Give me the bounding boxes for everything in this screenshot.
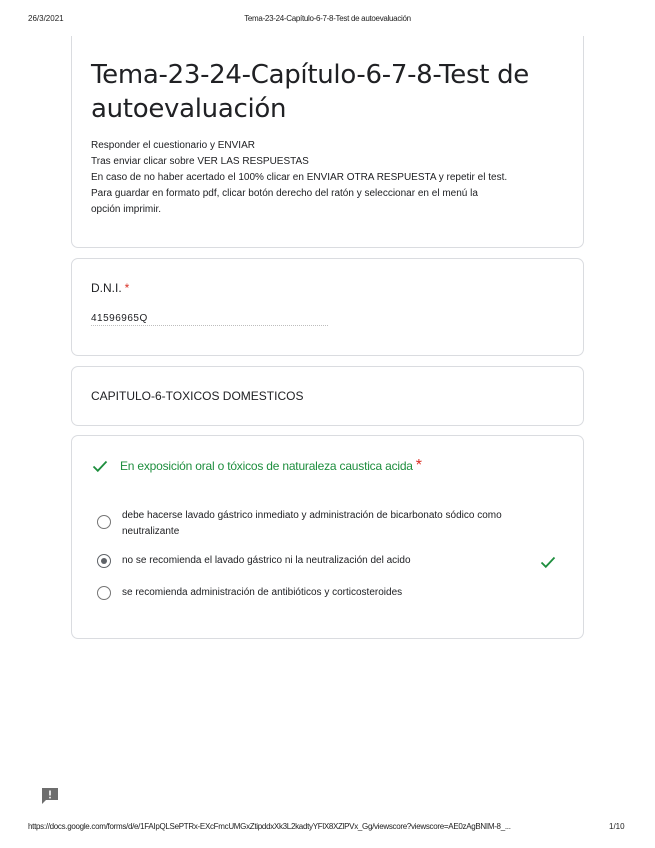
report-feedback-icon[interactable]: [41, 787, 59, 805]
radio-button[interactable]: [97, 515, 111, 529]
option-2-selected[interactable]: [97, 553, 542, 569]
question-header: [92, 457, 422, 475]
print-header: [0, 14, 655, 28]
form-header-card: [71, 36, 584, 248]
section-card: [71, 366, 584, 426]
required-asterisk: *: [124, 281, 130, 295]
dni-answer-field[interactable]: 41596965Q: [91, 313, 328, 326]
dni-label: D.N.I. *: [91, 281, 130, 295]
radio-button-selected[interactable]: [97, 554, 111, 568]
print-page-number: 1/10: [609, 822, 625, 831]
quiz-question-card: [71, 435, 584, 639]
option-label: debe hacerse lavado gástrico inmediato y administración de bicarbonato sódico como neutralizante: [122, 510, 502, 537]
form-title: Tema-23-24-Capítulo-6-7-8-Test de autoevaluación: [91, 60, 529, 124]
section-title: CAPITULO-6-TOXICOS DOMESTICOS: [91, 389, 304, 403]
dni-question-card: [71, 258, 584, 356]
description-line: opción imprimir.: [91, 204, 162, 215]
option-label: no se recomienda el lavado gástrico ni la neutralización del acido: [122, 555, 411, 566]
description-line: Responder el cuestionario y ENVIAR: [91, 140, 255, 151]
radio-button[interactable]: [97, 586, 111, 600]
correct-check-icon: [92, 459, 108, 473]
print-date: 26/3/2021: [28, 14, 64, 23]
description-line: Tras enviar clicar sobre VER LAS RESPUESTAS: [91, 156, 309, 167]
description-line: En caso de no haber acertado el 100% clicar en ENVIAR OTRA RESPUESTA y repetir el test.: [91, 172, 508, 183]
question-text: En exposición oral o tóxicos de naturaleza caustica acida: [120, 459, 413, 473]
form-description: [91, 138, 571, 218]
print-title: Tema-23-24-Capítulo-6-7-8-Test de autoevaluación: [244, 14, 411, 23]
print-url: https://docs.google.com/forms/d/e/1FAIpQLSePTRx-EXcFmcUMGxZtipddxXk3L2kadtyYFlX8XZlPVx_Gg/viewscore?viewscore=AE0zAgBNIM-8_...: [28, 822, 511, 831]
option-1[interactable]: [97, 508, 542, 540]
required-asterisk: *: [415, 457, 423, 474]
option-3[interactable]: [97, 585, 542, 601]
description-line: Para guardar en formato pdf, clicar botón derecho del ratón y seleccionar en el menú la: [91, 188, 478, 199]
correct-answer-check-icon: [540, 555, 556, 569]
option-label: se recomienda administración de antibióticos y corticosteroides: [122, 587, 403, 598]
